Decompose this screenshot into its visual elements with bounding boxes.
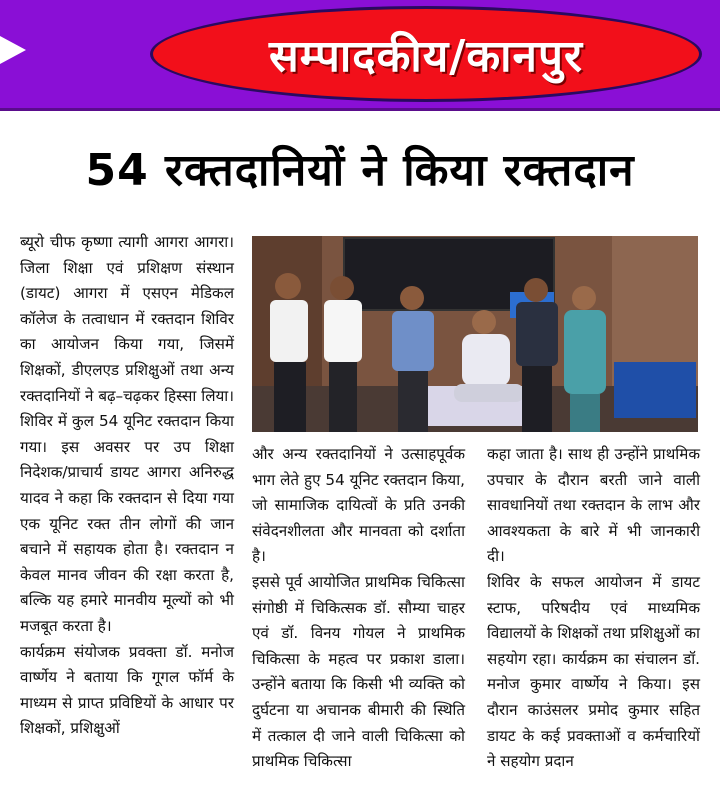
person-trousers — [398, 371, 428, 432]
photo-illustration — [252, 236, 698, 432]
paragraph: कार्यक्रम संयोजक प्रवक्ता डॉ. मनोज वार्ष्णेय ने बताया कि गूगल फॉर्म के माध्यम से प्राप्त प्रविष्टियों के आधार पर शिक्षकों, प्रशिक्षुओं — [20, 642, 234, 738]
paragraph: इससे पूर्व आयोजित प्राथमिक चिकित्सा संगोष्ठी में चिकित्सक डॉ. सौम्या चाहर एवं डॉ. विनय गोयल ने प्राथमिक चिकित्सा के महत्व पर प्रकाश डाला। उन्होंने बताया कि किसी भी व्यक्ति को दुर्घटना या अचानक बीमारी की स्थिति में तत्काल दी जाने वाली चिकित्सा को प्राथमिक चिकित्सा — [252, 572, 465, 771]
paragraph: शिविर के सफल आयोजन में डायट स्टाफ, परिषदीय एवं माध्यमिक विद्यालयों के शिक्षकों तथा प्रशिक्षुओं का सहयोग रहा। कार्यक्रम का संचालन डॉ. मनोज कुमार वार्ष्णेय ने किया। इस दौरान काउंसलर प्रमोद कुमार सहित डायट के कई प्रवक्ताओं व कर्मचारियों ने सहयोग प्रदान — [487, 572, 700, 771]
paragraph: और अन्य रक्तदानियों ने उत्साहपूर्वक भाग लेते हुए 54 यूनिट रक्तदान किया, जो सामाजिक दायित्वों के प्रति उनकी संवेदनशीलता और मानवता को दर्शाता है। — [252, 445, 465, 566]
person-shirt — [392, 311, 434, 371]
blood-donation-photo — [252, 236, 698, 432]
person-head — [330, 276, 354, 300]
person-trousers — [274, 362, 306, 432]
person-trousers — [522, 366, 552, 432]
person-head — [572, 286, 596, 310]
article-headline: 54 रक्तदानियों ने किया रक्तदान — [85, 145, 635, 196]
person-jacket — [516, 302, 558, 366]
article-column-1 — [20, 230, 234, 742]
patient-legs — [454, 384, 524, 402]
person-head — [275, 273, 301, 299]
side-banner — [614, 362, 696, 418]
masthead-banner — [0, 0, 720, 108]
person-head — [524, 278, 548, 302]
person-trousers — [329, 362, 357, 432]
masthead-oval — [150, 6, 702, 102]
person-shirt — [324, 300, 362, 362]
article-column-3 — [487, 442, 700, 775]
person-shirt — [270, 300, 308, 362]
patient-body — [462, 334, 510, 386]
masthead-title: सम्पादकीय/कानपुर — [269, 31, 583, 82]
arrow-icon — [0, 36, 26, 64]
person-head — [400, 286, 424, 310]
paragraph: कहा जाता है। साथ ही उन्होंने प्राथमिक उपचार के दौरान बरती जाने वाली सावधानियों तथा रक्तदान के लाभ और आवश्यकता के बारे में भी जानकारी दी। — [487, 445, 700, 566]
paragraph: ब्यूरो चीफ कृष्णा त्यागी आगरा आगरा। जिला शिक्षा एवं प्रशिक्षण संस्थान (डायट) आगरा में एसएन मेडिकल कॉलेज के तत्वाधान में रक्तदान शिविर का आयोजन किया गया, जिसमें शिक्षकों, डीएलएड प्रशिक्षुओं तथा अन्य रक्तदानियों ने बढ़–चढ़कर हिस्सा लिया। शिविर में कुल 54 यूनिट रक्तदान किया गया। इस अवसर पर उप शिक्षा निदेशक/प्राचार्य डायट आगरा अनिरुद्ध यादव ने कहा कि रक्तदान से दिया गया एक यूनिट रक्त तीन लोगों की जान बचाने में सहायक होता है। रक्तदान न केवल मानव जीवन की रक्षा करता है, बल्कि यह हमारे मानवीय मूल्यों को भी मजबूत करता है। — [20, 233, 234, 635]
patient-head — [472, 310, 496, 334]
masthead-rule — [0, 108, 720, 111]
person-dress-lower — [570, 394, 600, 432]
person-dress — [564, 310, 606, 394]
article-column-2 — [252, 442, 465, 775]
